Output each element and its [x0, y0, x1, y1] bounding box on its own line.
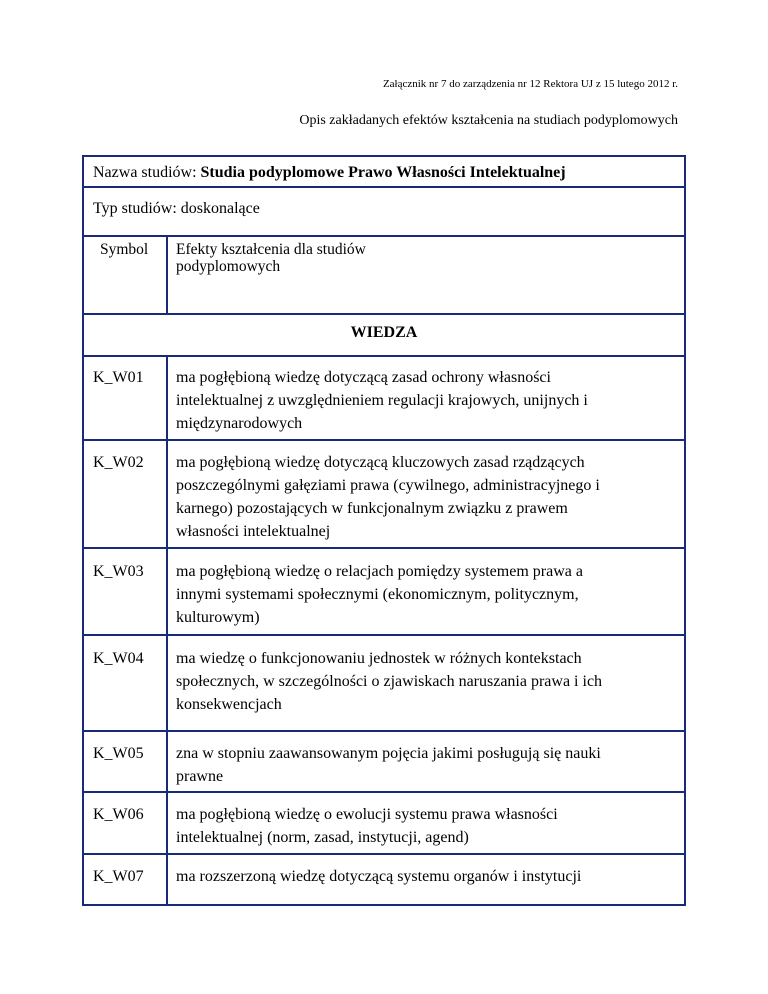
divider — [84, 439, 686, 441]
divider — [84, 186, 686, 188]
divider — [84, 634, 686, 636]
row-line: ma pogłębioną wiedzę dotyczącą zasad ochrony własności — [176, 369, 551, 386]
row-line: intelektualnej (norm, zasad, instytucji, agend) — [176, 829, 469, 846]
symbol-column-header: Symbol — [100, 241, 149, 258]
divider — [84, 313, 686, 315]
row-description — [176, 865, 681, 888]
divider — [84, 730, 686, 732]
section-heading: WIEDZA — [350, 324, 418, 341]
row-line: zna w stopniu zaawansowanym pojęcia jakimi posługują się nauki — [176, 745, 601, 762]
column-separator — [166, 235, 168, 313]
row-line: ma pogłębioną wiedzę dotyczącą kluczowych zasad rządzących — [176, 454, 585, 471]
row-symbol: K_W04 — [93, 650, 144, 667]
studies-name-value: Studia podyplomowe Prawo Własności Intelektualnej — [200, 164, 566, 181]
studies-type: Typ studiów: doskonalące — [93, 200, 260, 217]
annex-note: Załącznik nr 7 do zarządzenia nr 12 Rektora UJ z 15 lutego 2012 r. — [382, 78, 678, 90]
row-line: ma pogłębioną wiedzę o ewolucji systemu prawa własności — [176, 806, 558, 823]
row-symbol: K_W01 — [93, 369, 144, 386]
row-line: ma rozszerzoną wiedzę dotyczącą systemu organów i instytucji — [176, 868, 582, 885]
effects-header-line: podyplomowych — [176, 258, 281, 275]
studies-name — [93, 161, 566, 184]
row-line: ma pogłębioną wiedzę o relacjach pomiędzy systemem prawa a — [176, 563, 583, 580]
row-symbol: K_W07 — [93, 868, 144, 885]
divider — [84, 355, 686, 357]
row-symbol: K_W02 — [93, 454, 144, 471]
row-symbol: K_W03 — [93, 563, 144, 580]
row-line: poszczególnymi gałęziami prawa (cywilnego, administracyjnego i — [176, 477, 600, 494]
row-symbol: K_W05 — [93, 745, 144, 762]
divider — [84, 791, 686, 793]
row-line: intelektualnej z uwzględnieniem regulacji krajowych, unijnych i — [176, 392, 588, 409]
effects-column-header — [176, 241, 366, 275]
row-description — [176, 647, 681, 716]
effects-table — [82, 155, 686, 906]
row-line: społecznych, w szczególności o zjawiskach naruszania prawa i ich — [176, 673, 603, 690]
row-line: ma wiedzę o funkcjonowaniu jednostek w różnych kontekstach — [176, 650, 582, 667]
row-line: kulturowym) — [176, 609, 260, 626]
row-description — [176, 366, 681, 435]
row-line: prawne — [176, 768, 224, 785]
row-line: karnego) pozostających w funkcjonalnym związku z prawem — [176, 500, 568, 517]
row-line: własności intelektualnej — [176, 523, 331, 540]
studies-name-label: Nazwa studiów: — [93, 164, 201, 181]
row-line: innymi systemami społecznymi (ekonomicznym, politycznym, — [176, 586, 579, 603]
divider — [84, 853, 686, 855]
divider — [84, 235, 686, 237]
row-line: międzynarodowych — [176, 415, 303, 432]
row-line: konsekwencjach — [176, 696, 282, 713]
row-description — [176, 742, 681, 788]
column-separator — [166, 355, 168, 906]
row-symbol: K_W06 — [93, 806, 144, 823]
effects-header-line: Efekty kształcenia dla studiów — [176, 241, 366, 258]
row-description — [176, 451, 681, 543]
document-subtitle: Opis zakładanych efektów kształcenia na studiach podyplomowych — [299, 113, 678, 128]
row-description — [176, 803, 681, 849]
row-description — [176, 560, 681, 629]
divider — [84, 547, 686, 549]
